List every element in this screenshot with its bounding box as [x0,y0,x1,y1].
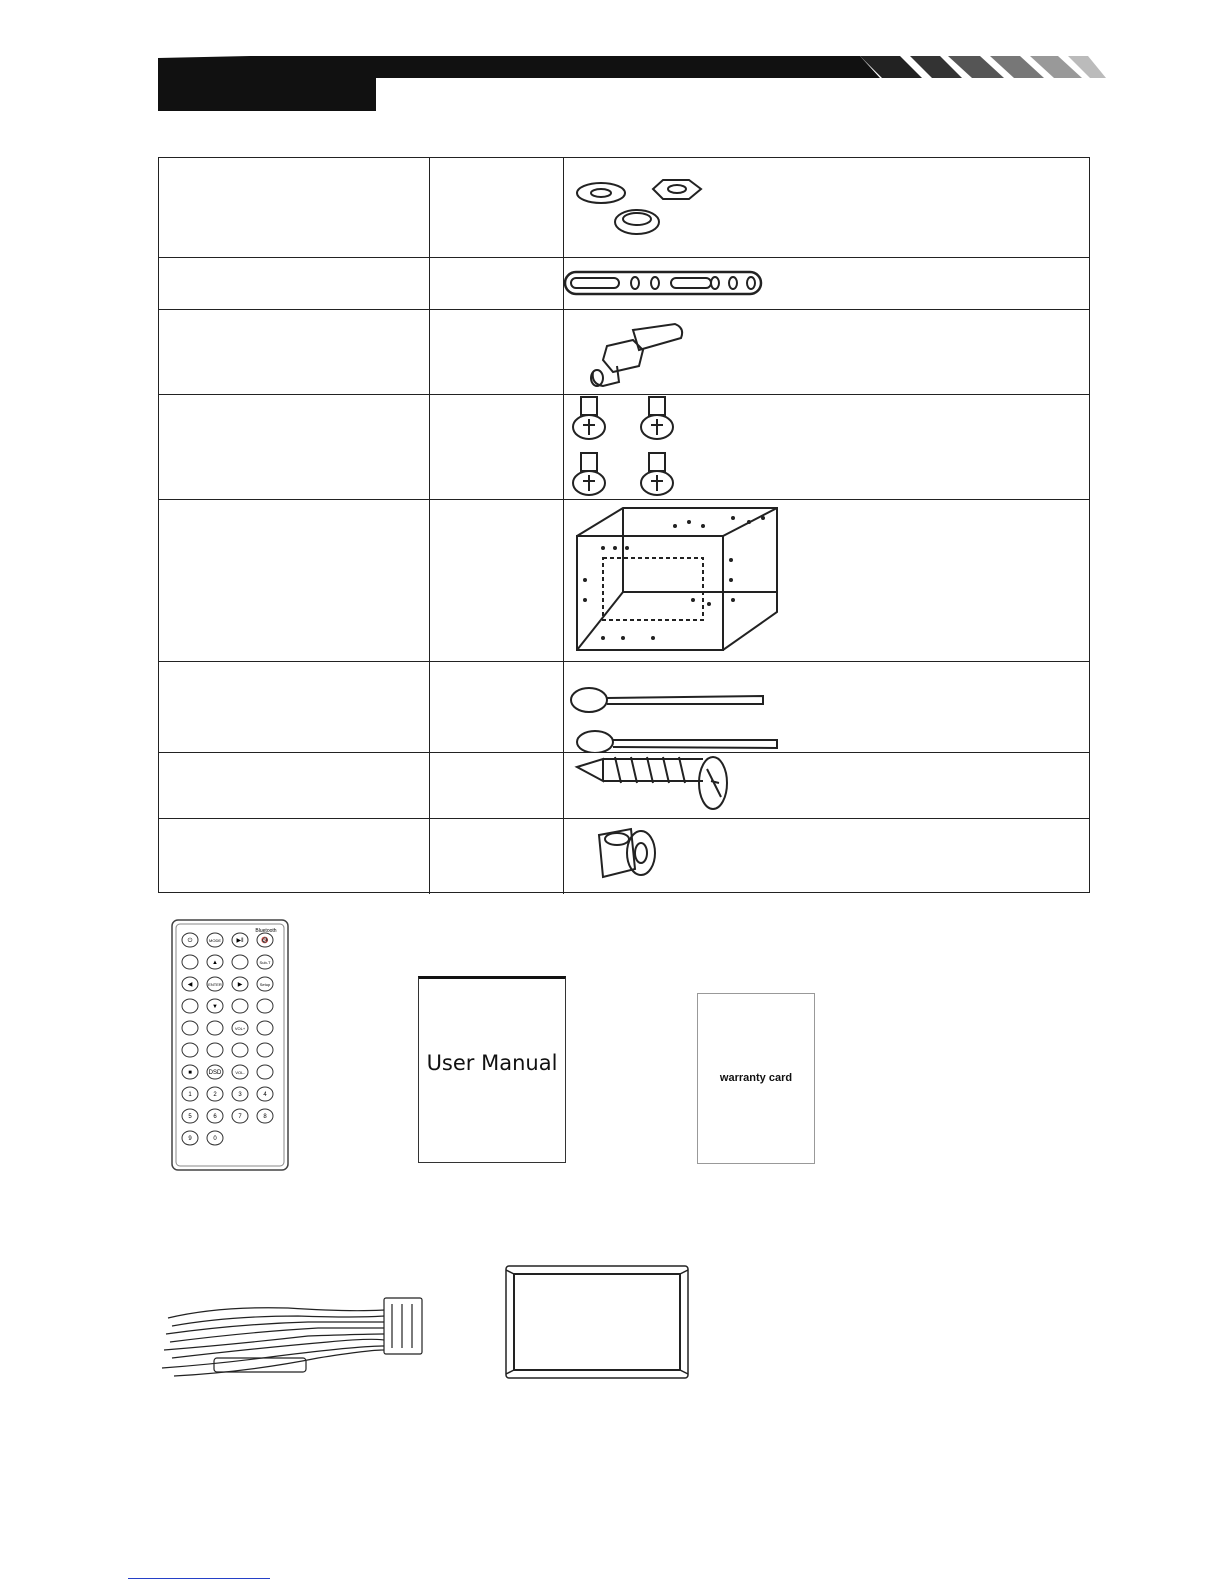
remote-button-label: 9 [188,1136,192,1142]
remote-button-label: ◀ [187,982,193,988]
remote-button [257,1065,273,1079]
rubber-bush-icon [563,819,863,894]
remote-button-label: 4 [263,1092,267,1098]
remote-button-label: 🔇 [261,938,269,944]
table-row [159,753,1089,819]
remote-button-label: 6 [213,1114,217,1120]
part-qty [429,500,563,661]
mounting-cage-icon [563,500,863,662]
trim-frame-icon [504,1262,690,1382]
part-qty [429,395,563,499]
user-manual-title: User Manual [426,1051,558,1075]
part-name [159,662,429,752]
remote-top-label: Bluetooth [255,928,277,934]
table-row [159,819,1089,894]
remote-button [207,1043,223,1057]
user-manual-booklet [418,976,566,1163]
remote-button-label: ■ [188,1070,192,1076]
remote-button [207,1021,223,1035]
part-name [159,395,429,499]
remote-button [182,1021,198,1035]
bolt-nut-icon [563,310,863,395]
remote-button-label: Sub-T [259,960,271,965]
remote-button-label: ▲ [212,960,218,966]
part-name [159,158,429,257]
remote-button-label: 3 [238,1092,242,1098]
remote-button-label: ⏻ [187,938,193,944]
remote-button [232,1043,248,1057]
table-row [159,662,1089,753]
removal-keys-icon [563,662,863,753]
remote-button-label: 5 [188,1114,192,1120]
remote-button-label: Setup [259,982,271,987]
remote-button-label: DSD [208,1070,222,1076]
remote-button [182,999,198,1013]
part-qty [429,662,563,752]
table-row [159,500,1089,662]
remote-button-label: 8 [263,1114,267,1120]
remote-button-label: VOL+ [234,1026,246,1031]
header-banner [0,0,1225,120]
remote-button-label: 7 [238,1114,242,1120]
part-name [159,310,429,394]
remote-button [232,999,248,1013]
tapping-screw-icon [563,753,863,819]
remote-button-label: ▼ [212,1004,218,1010]
table-row [159,158,1089,258]
remote-button-label: VOL- [235,1070,245,1075]
washers-nut-icon [563,158,863,258]
remote-button-label: 0 [213,1136,217,1142]
remote-button-label: ▶‖ [236,938,244,944]
remote-button [182,955,198,969]
remote-button [257,999,273,1013]
mounting-strap-icon [563,258,863,310]
table-row [159,310,1089,395]
table-row [159,395,1089,500]
remote-button [232,955,248,969]
remote-button-label: MODE [209,938,221,943]
wiring-harness-icon [158,1288,428,1388]
remote-button [182,1043,198,1057]
remote-button-label: 2 [213,1092,217,1098]
part-name [159,258,429,309]
part-name [159,753,429,818]
flat-head-screws-icon [563,395,863,500]
part-qty [429,819,563,894]
warranty-card [697,993,815,1164]
remote-button [257,1043,273,1057]
remote-button-label: ENTER [208,982,222,987]
part-qty [429,310,563,394]
remote-control-icon [170,918,290,1172]
footer-link-line [128,1578,270,1579]
remote-button [257,1021,273,1035]
warranty-card-title: warranty card [719,1072,793,1084]
table-row [159,258,1089,310]
part-name [159,500,429,661]
part-qty [429,258,563,309]
parts-table [158,157,1090,893]
part-qty [429,158,563,257]
part-name [159,819,429,894]
remote-button-label: ▶ [237,982,243,988]
remote-button-label: 1 [188,1092,192,1098]
part-qty [429,753,563,818]
